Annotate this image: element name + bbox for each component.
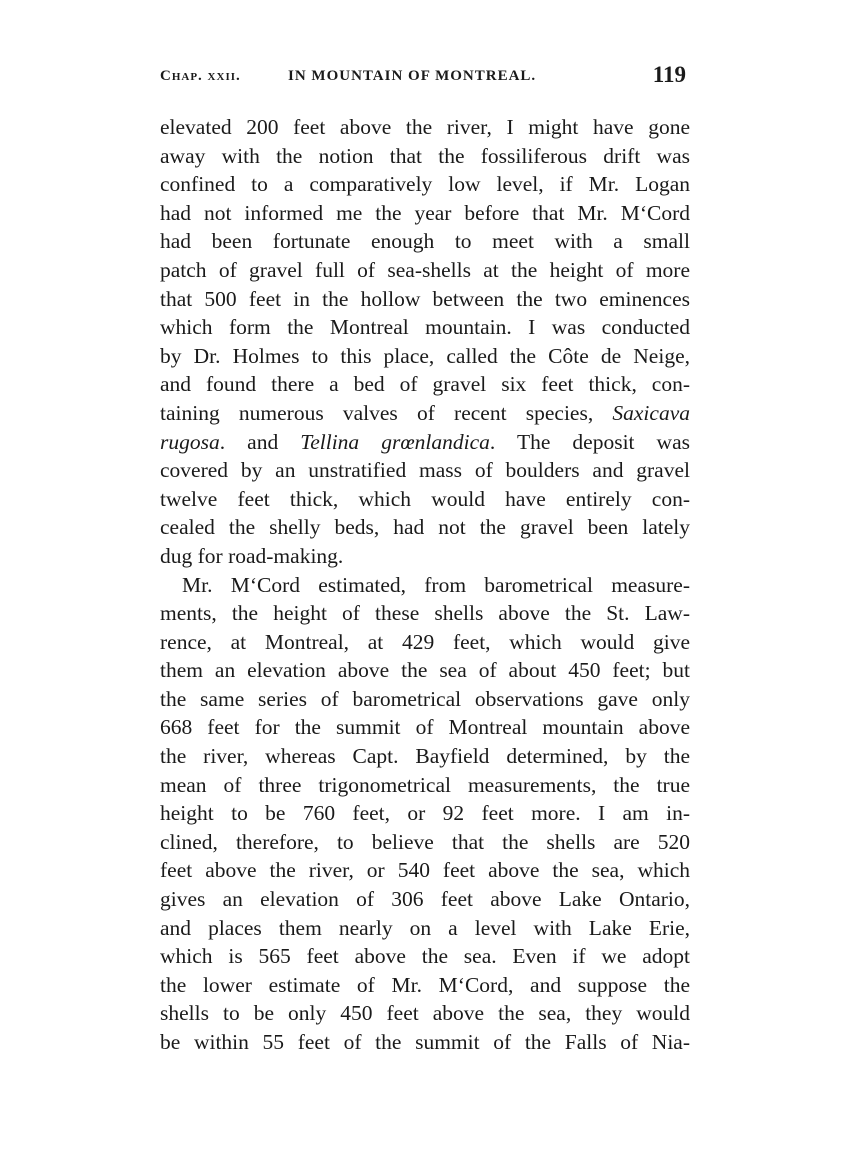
text-line: dug for road-making. bbox=[160, 543, 344, 568]
text-line: cealed the shelly beds, had not the gravel been lately bbox=[160, 515, 690, 540]
text-line: patch of gravel full of sea-shells at the height of more bbox=[160, 257, 690, 282]
text-line: had not informed me the year before that Mr. M‘Cord bbox=[160, 200, 690, 225]
text-line: clined, therefore, to believe that the shells are 520 bbox=[160, 829, 690, 854]
text-line: them an elevation above the sea of about 450 feet; but bbox=[160, 658, 690, 683]
text-line: gives an elevation of 306 feet above Lake Ontario, bbox=[160, 887, 690, 912]
text-line: which is 565 feet above the sea. Even if we adopt bbox=[160, 944, 690, 969]
running-title: IN MOUNTAIN OF MONTREAL. bbox=[288, 68, 537, 84]
text-line: shells to be only 450 feet above the sea, they would bbox=[160, 1001, 690, 1026]
species-name: rugosa bbox=[160, 429, 220, 454]
text-line: ments, the height of these shells above the St. Law- bbox=[160, 601, 690, 626]
chapter-label: Chap. xxii. bbox=[160, 68, 241, 84]
text-line: confined to a comparatively low level, if Mr. Logan bbox=[160, 172, 690, 197]
text-line: the same series of barometrical observations gave only bbox=[160, 686, 690, 711]
running-head bbox=[160, 62, 686, 92]
text-line: Mr. M‘Cord estimated, from barometrical measure- bbox=[182, 572, 690, 597]
text-line: feet above the river, or 540 feet above the sea, which bbox=[160, 858, 690, 883]
text-line: covered by an unstratified mass of boulders and gravel bbox=[160, 458, 690, 483]
text-line: elevated 200 feet above the river, I might have gone bbox=[160, 115, 690, 139]
text-line: rugosa. and Tellina grœnlandica. The deposit was bbox=[160, 429, 690, 454]
text-line: 668 feet for the summit of Montreal mountain above bbox=[160, 715, 690, 740]
text-line: mean of three trigonometrical measurements, the true bbox=[160, 772, 690, 797]
text-line: by Dr. Holmes to this place, called the Côte de Neige, bbox=[160, 343, 690, 368]
text-line: the lower estimate of Mr. M‘Cord, and suppose the bbox=[160, 972, 690, 997]
text-line: away with the notion that the fossiliferous drift was bbox=[160, 143, 690, 168]
text-line: rence, at Montreal, at 429 feet, which would give bbox=[160, 629, 690, 654]
text-line: taining numerous valves of recent species, Saxicava bbox=[160, 400, 690, 425]
text-line: the river, whereas Capt. Bayfield determined, by the bbox=[160, 744, 690, 769]
text-line: had been fortunate enough to meet with a small bbox=[160, 229, 690, 254]
text-line: which form the Montreal mountain. I was conducted bbox=[160, 315, 690, 340]
species-name: Tellina grœnlandica bbox=[300, 429, 490, 454]
text-line: twelve feet thick, which would have entirely con- bbox=[160, 486, 690, 511]
page-number: 119 bbox=[652, 62, 686, 87]
text-line: be within 55 feet of the summit of the Falls of Nia- bbox=[160, 1030, 690, 1054]
text-line: that 500 feet in the hollow between the two eminences bbox=[160, 286, 690, 311]
text-line: and found there a bed of gravel six feet thick, con- bbox=[160, 372, 690, 397]
species-name: Saxicava bbox=[612, 400, 690, 425]
text-line: height to be 760 feet, or 92 feet more. I am in- bbox=[160, 801, 690, 826]
text-line: and places them nearly on a level with Lake Erie, bbox=[160, 915, 690, 940]
body-text bbox=[160, 113, 690, 1057]
